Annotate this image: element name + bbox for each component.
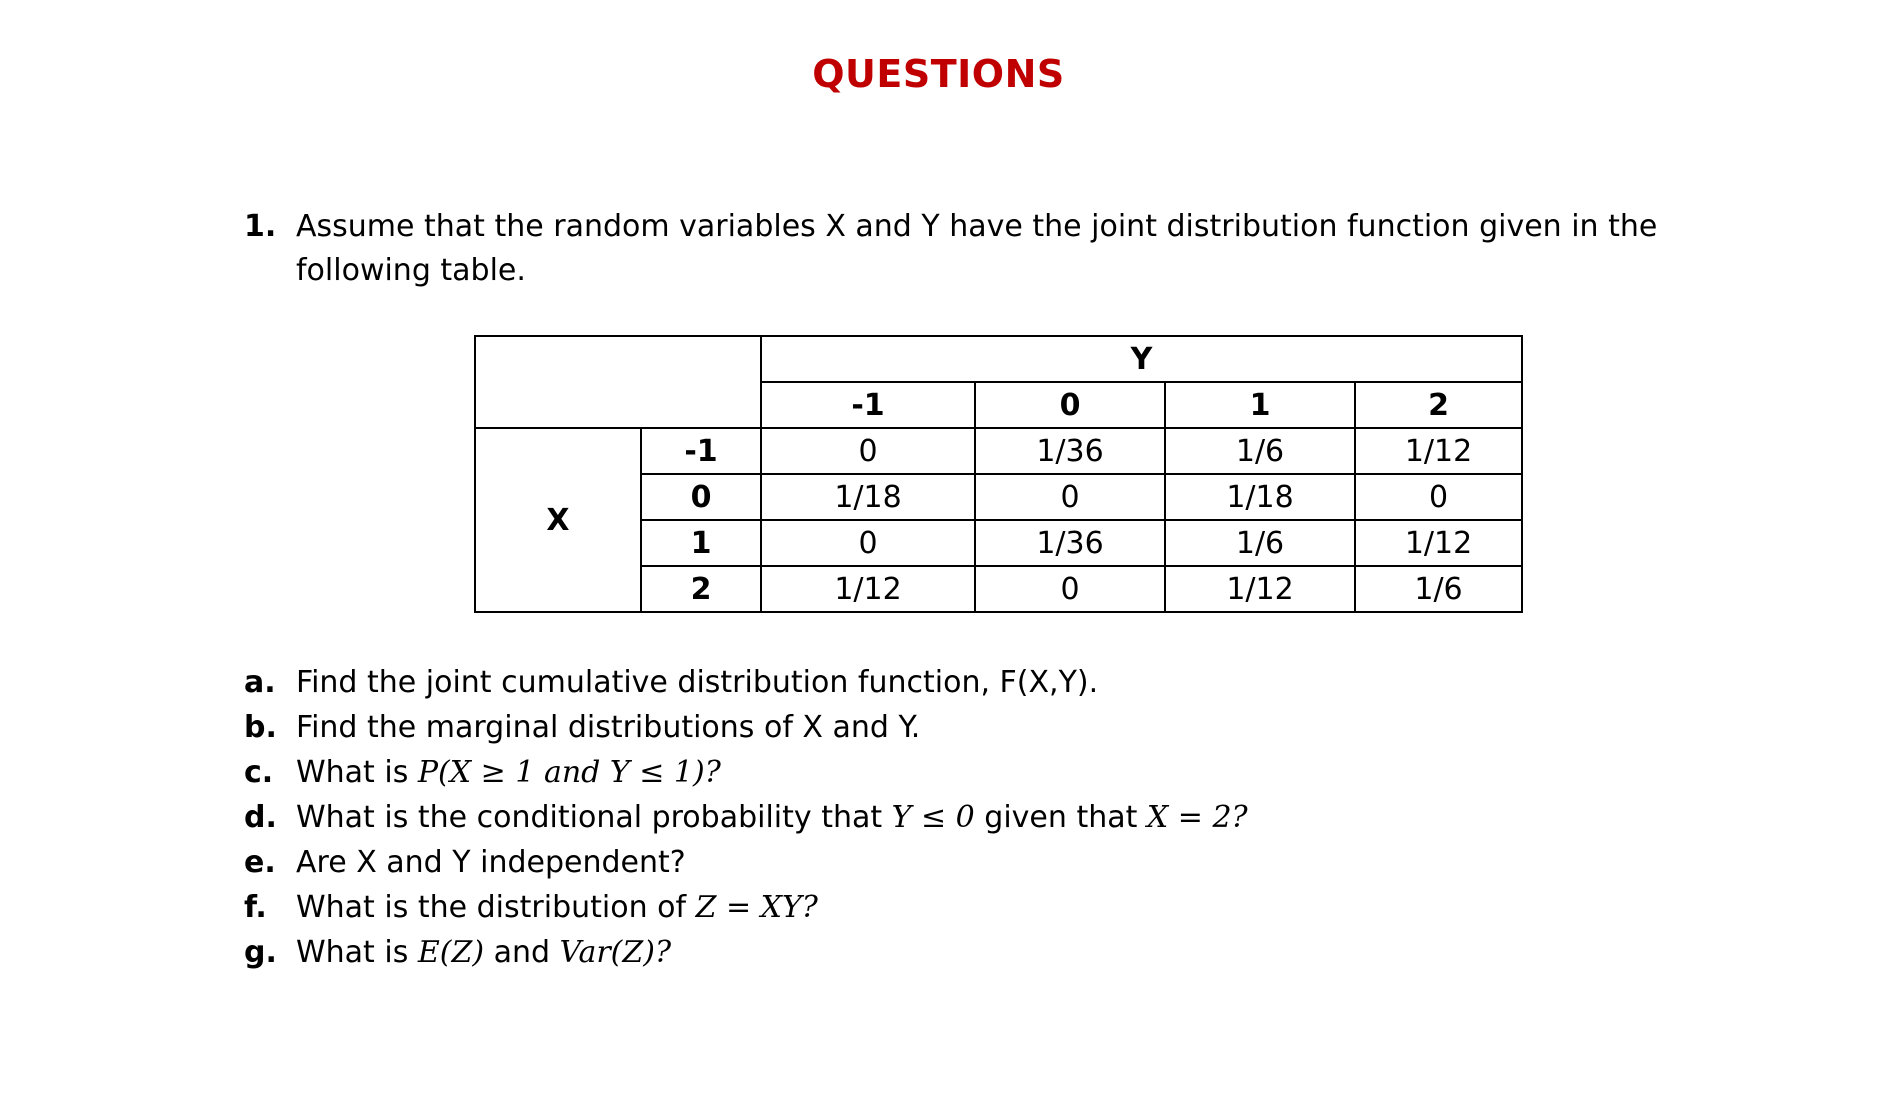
probability-cell: 1/18 <box>761 474 975 520</box>
table-corner-cell <box>475 336 761 428</box>
probability-cell: 1/12 <box>1355 520 1522 566</box>
probability-cell: 1/36 <box>975 520 1165 566</box>
probability-cell: 1/12 <box>761 566 975 612</box>
probability-cell: 0 <box>975 566 1165 612</box>
table-row <box>475 428 1522 474</box>
subquestion-text: What is <box>296 935 418 970</box>
question-text: Assume that the random variables X and Y have the joint distribution function given in the following table. <box>296 209 1658 288</box>
subquestion-letter: b. <box>244 710 277 745</box>
question-number: 1. <box>244 209 277 244</box>
subquestion-c <box>244 750 1796 795</box>
subquestion-text: given that <box>974 800 1147 835</box>
joint-distribution-table <box>474 335 1523 613</box>
y-value-header: -1 <box>761 382 975 428</box>
subquestion-list <box>244 660 1796 975</box>
math-expression: Var(Z)? <box>559 935 672 970</box>
probability-cell: 1/6 <box>1165 428 1355 474</box>
subquestion-e <box>244 840 1796 885</box>
page-title: QUESTIONS <box>812 52 1065 96</box>
subquestion-text: Find the joint cumulative distribution function, F(X,Y). <box>296 665 1099 700</box>
subquestion-letter: a. <box>244 665 276 700</box>
subquestion-letter: d. <box>244 800 277 835</box>
subquestion-text: Are X and Y independent? <box>296 845 686 880</box>
probability-cell: 1/12 <box>1355 428 1522 474</box>
probability-cell: 1/6 <box>1355 566 1522 612</box>
y-value-header: 1 <box>1165 382 1355 428</box>
x-value-header: 0 <box>641 474 761 520</box>
probability-cell: 0 <box>1355 474 1522 520</box>
x-value-header: 2 <box>641 566 761 612</box>
subquestion-letter: e. <box>244 845 276 880</box>
y-value-header: 0 <box>975 382 1165 428</box>
math-expression: X = 2? <box>1146 800 1248 835</box>
probability-cell: 0 <box>761 520 975 566</box>
math-expression: P(X ≥ 1 and Y ≤ 1)? <box>417 755 721 790</box>
subquestion-text: Find the marginal distributions of X and Y. <box>296 710 921 745</box>
subquestion-f <box>244 885 1796 930</box>
subquestion-g <box>244 930 1796 975</box>
subquestion-text: What is <box>296 755 418 790</box>
subquestion-letter: c. <box>244 755 274 790</box>
probability-cell: 0 <box>761 428 975 474</box>
probability-cell: 1/6 <box>1165 520 1355 566</box>
subquestion-text: What is the conditional probability that <box>296 800 892 835</box>
y-header: Y <box>761 336 1522 382</box>
y-value-header: 2 <box>1355 382 1522 428</box>
probability-cell: 1/18 <box>1165 474 1355 520</box>
probability-cell: 1/36 <box>975 428 1165 474</box>
probability-cell: 1/12 <box>1165 566 1355 612</box>
subquestion-text: What is the distribution of <box>296 890 696 925</box>
math-expression: Z = XY? <box>695 890 818 925</box>
math-expression: E(Z) <box>417 935 485 970</box>
x-header: X <box>475 428 641 612</box>
probability-cell: 0 <box>975 474 1165 520</box>
subquestion-b <box>244 705 1796 750</box>
subquestion-letter: f. <box>244 890 267 925</box>
subquestion-letter: g. <box>244 935 277 970</box>
subquestion-d <box>244 795 1796 840</box>
subquestion-text: and <box>484 935 560 970</box>
x-value-header: -1 <box>641 428 761 474</box>
subquestion-a <box>244 660 1796 705</box>
question-1 <box>244 205 1736 293</box>
x-value-header: 1 <box>641 520 761 566</box>
math-expression: Y ≤ 0 <box>891 800 975 835</box>
